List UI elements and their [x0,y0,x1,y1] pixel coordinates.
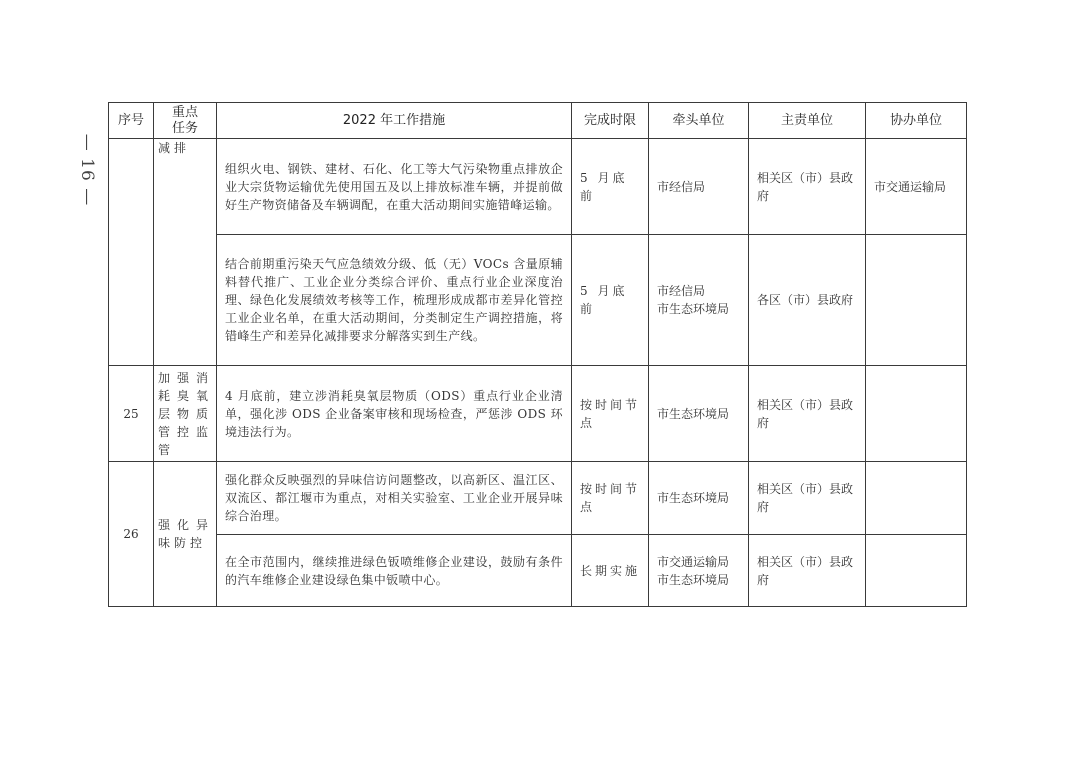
header-deadline: 完成时限 [572,103,649,139]
measures-table [108,102,967,607]
row-deadline: 按时间节点 [572,366,649,462]
header-measures: 2022 年工作措施 [217,103,572,139]
table-header-row [109,103,967,139]
header-seq: 序号 [109,103,154,139]
row-measure: 结合前期重污染天气应急绩效分级、低（无）VOCs 含量原辅料替代推广、工业企业分类综合评价、重点行业企业深度治理、绿色化发展绩效考核等工作，梳理形成成都市差异化管控工业企业名单，在重大活动期间，分类制定生产调控措施，将错峰生产和差异化减排要求分解落实到生产线。 [217,235,572,366]
row-assist-unit [866,535,967,607]
table-row [109,462,967,535]
table-row [109,535,967,607]
row-seq: 25 [109,366,154,462]
row-assist-unit [866,235,967,366]
row-responsible-unit: 相关区（市）县政府 [749,462,866,535]
row-task: 加强消耗臭氧层物质管控监管 [154,366,217,462]
row-responsible-unit: 各区（市）县政府 [749,235,866,366]
row-assist-unit [866,462,967,535]
row-deadline: 长期实施 [572,535,649,607]
row-deadline: 5 月底前 [572,235,649,366]
row-measure: 在全市范围内，继续推进绿色钣喷维修企业建设，鼓励有条件的汽车维修企业建设绿色集中钣喷中心。 [217,535,572,607]
row-responsible-unit: 相关区（市）县政府 [749,535,866,607]
page-number: — 16 — [77,133,98,207]
row-lead-unit: 市生态环境局 [649,462,749,535]
row-deadline: 5 月底前 [572,139,649,235]
row-assist-unit: 市交通运输局 [866,139,967,235]
row-measure: 4 月底前，建立涉消耗臭氧层物质（ODS）重点行业企业清单，强化涉 ODS 企业备案审核和现场检查，严惩涉 ODS 环境违法行为。 [217,366,572,462]
row-measure: 组织火电、钢铁、建材、石化、化工等大气污染物重点排放企业大宗货物运输优先使用国五及以上排放标准车辆，并提前做好生产物资储备及车辆调配，在重大活动期间实施错峰运输。 [217,139,572,235]
row-lead-unit: 市经信局 [649,139,749,235]
row-measure: 强化群众反映强烈的异味信访问题整改，以高新区、温江区、双流区、都江堰市为重点，对相关实验室、工业企业开展异味综合治理。 [217,462,572,535]
row-lead-unit: 市生态环境局 [649,366,749,462]
row-responsible-unit: 相关区（市）县政府 [749,139,866,235]
row-deadline: 按时间节点 [572,462,649,535]
row-responsible-unit: 相关区（市）县政府 [749,366,866,462]
table-row [109,235,967,366]
header-responsible-unit: 主责单位 [749,103,866,139]
header-assist-unit: 协办单位 [866,103,967,139]
row-lead-unit: 市经信局 市生态环境局 [649,235,749,366]
row-assist-unit [866,366,967,462]
header-lead-unit: 牵头单位 [649,103,749,139]
row-task: 强化异味防控 [154,462,217,607]
row-seq [109,139,154,366]
row-task: 减排 [154,139,217,366]
table-row [109,366,967,462]
row-lead-unit: 市交通运输局 市生态环境局 [649,535,749,607]
row-seq: 26 [109,462,154,607]
table-row [109,139,967,235]
header-task: 重点任务 [154,103,217,139]
